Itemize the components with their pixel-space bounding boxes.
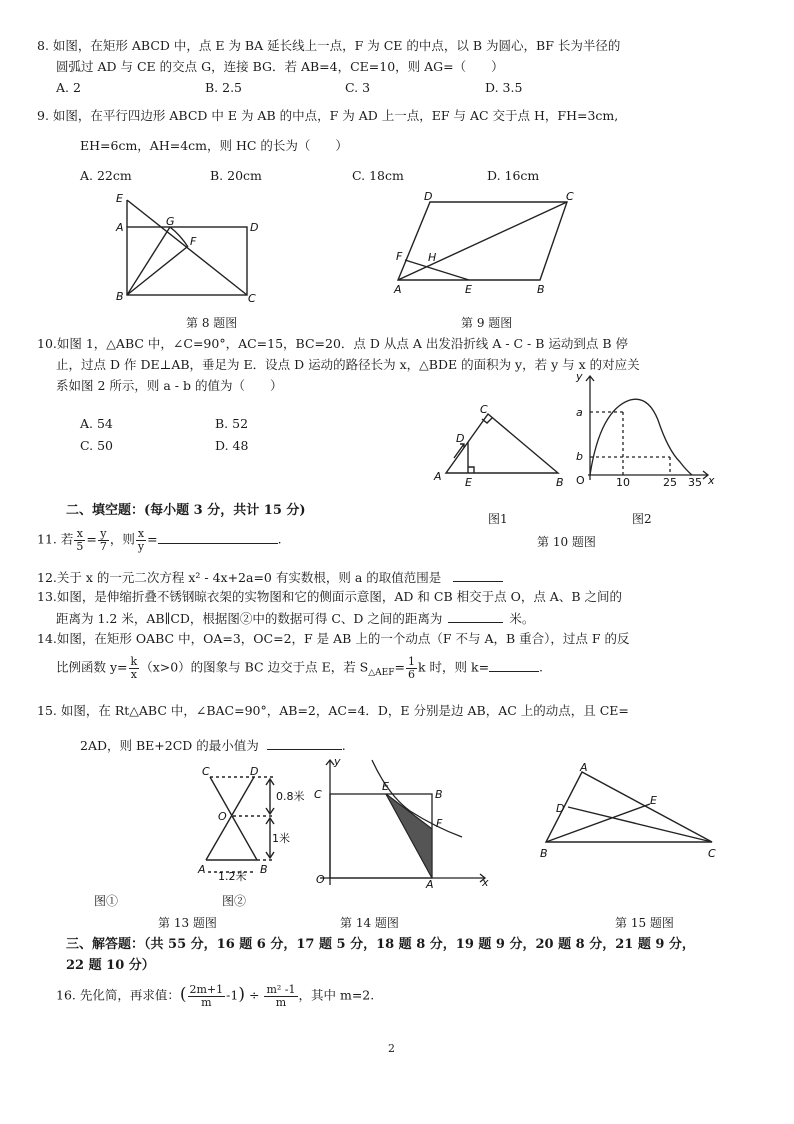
fig15-segment-dc [568,807,712,842]
fig15-label-b: B [540,847,548,860]
q8-option-b: B. 2.5 [205,80,243,95]
fig10a-label-c: C [480,403,488,416]
q14-sub-aef: △AEF [368,668,395,679]
fig10a-label-d: D [456,432,465,445]
q8-option-c: C. 3 [345,80,371,95]
fig13-label-d: D [250,765,259,778]
q11-frac1-num: x [74,528,85,541]
fig15-label-a: A [580,761,588,774]
fig9-label-h: H [428,251,437,264]
q9-option-a: A. 22cm [80,168,132,183]
fig9-label-b: B [537,283,545,296]
fig14-label-c: C [314,788,322,801]
figure-10-triangle [430,400,570,490]
q14-frac-k: k [130,655,138,668]
section-3-line2: 22 题 10 分） [66,958,155,973]
fig9-label-f: F [396,250,403,263]
fig10-right-angle-c [482,418,492,423]
q11-frac1-den: 5 [76,539,84,553]
q10-option-d: D. 48 [215,438,249,453]
q15-answer-blank[interactable] [267,737,342,750]
q14-text-c: = [394,659,405,675]
q16-minus-one: -1 [226,987,239,1003]
q8-option-a: A. 2 [56,80,81,95]
figure-15 [530,760,730,860]
q14-frac-6: 6 [407,667,415,681]
fig13-sub1: 图① [94,894,119,908]
fig8-segment-bf [127,247,187,295]
fig14-triangle-aef [386,794,432,878]
figure-9 [392,190,592,300]
fig10b-caption: 图2 [632,512,652,526]
q8-option-d: D. 3.5 [485,80,523,95]
q14-line2 [56,656,543,680]
fig9-caption: 第 9 题图 [461,316,513,330]
fig13-sub2: 图② [222,894,247,908]
q9-line1: 9. 如图，在平行四边形 ABCD 中 E 为 AB 的中点，F 为 AD 上一点，EF 与 AC 交于点 H，FH=3cm, [37,108,619,123]
section-2-title: 二、填空题：(每小题 3 分，共计 15 分) [66,503,306,518]
q15-line2-text: 2AD，则 BE+2CD 的最小值为 [80,738,259,753]
q16-line: 16. 先化简，再求值：( $\frac{2m+1}{m}$ -1) ÷ $\frac{\text{m² -1}}{m}$ ，其中 m=2. [56,983,375,1009]
fig13-dim-08-label: 0.8米 [276,790,305,803]
q11-tail: = [147,531,158,547]
fig10b-label-origin: O [576,474,585,487]
fig10a-label-e: E [465,476,472,489]
fig8-label-c: C [248,292,256,305]
fig8-rectangle [127,227,247,295]
fig14-label-o: O [316,873,325,886]
q13-answer-blank[interactable] [448,610,503,623]
fig10b-curve [590,399,692,475]
fig9-segment-fe [405,260,469,280]
q9-option-c: C. 18cm [352,168,404,183]
q11-frac2-den: 7 [99,539,107,553]
q9-option-b: B. 20cm [210,168,262,183]
fig14-label-b: B [435,788,443,801]
fig9-label-a: A [394,283,402,296]
fig15-caption: 第 15 题图 [615,916,674,930]
fig10b-label-b: b [576,450,583,463]
q14-text-b: （x>0）的图象与 BC 边交于点 E，若 S [140,659,369,675]
fig13-dim-12-label: 1.2米 [218,870,247,882]
fig10b-tick-35: 35 [688,476,702,489]
figure-14 [310,755,500,895]
fig13-dim-1-label: 1米 [272,832,290,845]
q12-text: 12.关于 x 的一元二次方程 x² - 4x+2a=0 有实数根，则 a 的取值范围是 [37,570,442,585]
q11-frac3-den: y [137,539,145,553]
q12-line [37,569,503,586]
q11-frac2-num: y [98,528,109,541]
q14-frac-1: 1 [407,655,415,668]
q11-prefix: 11. 若 [37,531,74,547]
q14-frac-x: x [130,667,137,681]
fig15-label-d: D [556,802,565,815]
fig13-label-b: B [260,863,268,876]
q14-text-d: k 时，则 k= [417,659,490,675]
q14-answer-blank[interactable] [489,659,539,672]
q16-prefix: 16. 先化简，再求值： [56,987,180,1003]
fig14-label-e: E [382,780,389,793]
q16-frac2-num: m² -1 [266,983,296,996]
fig8-label-g: G [166,215,175,228]
q16-divide: ÷ [248,987,260,1003]
fig9-label-d: D [424,190,433,203]
q10-option-b: B. 52 [215,416,249,431]
fig14-label-y: y [334,755,341,768]
q10-option-a: A. 54 [80,416,113,431]
fig9-label-e: E [465,283,472,296]
q14-text-a: 比例函数 y= [56,659,128,675]
fig13-segment-da [206,777,254,860]
fig8-label-e: E [116,192,123,205]
fig10b-tick-25: 25 [663,476,677,489]
q11-equals: = [86,531,97,547]
page-number: 2 [388,1042,395,1055]
fig10b-label-y: y [576,370,583,383]
q13-line1: 13.如图，是伸缩折叠不锈钢晾衣架的实物图和它的侧面示意图，AD 和 CB 相交于点 O，点 A、B 之间的 [37,589,622,604]
q16-tail: ，其中 m=2. [298,987,375,1003]
fig10-right-angle-e [468,467,474,473]
q11-line: 11. 若 $\frac{x}{5}$ = $\frac{y}{7}$ ，则 $\frac{x}{y}$ = . [37,527,282,553]
fig15-label-e: E [650,794,657,807]
fig10b-tick-10: 10 [616,476,630,489]
q15-line1: 15. 如图，在 Rt△ABC 中，∠BAC=90°，AB=2，AC=4．D，E 分别是边 AB，AC 上的动点，且 CE= [37,703,629,718]
fig13-caption: 第 13 题图 [158,916,217,930]
q11-answer-blank[interactable] [158,531,278,544]
figure-8 [110,188,260,308]
fig13-label-c: C [202,765,210,778]
q13-line2-text: 距离为 1.2 米，AB∥CD，根据图②中的数据可得 C、D 之间的距离为 [56,611,443,626]
section-3-line1: 三、解答题：（共 55 分，16 题 6 分，17 题 5 分，18 题 8 分，19 题 9 分，20 题 8 分，21 题 9 分， [66,937,695,952]
q16-frac1-num: 2m+1 [189,983,224,996]
fig8-label-d: D [250,221,259,234]
fig8-label-f: F [190,235,197,248]
fig14-label-a: A [426,878,434,891]
fig10b-label-a: a [576,406,583,419]
fig10b-label-x: x [708,474,715,487]
q15-end: . [341,738,346,753]
fig10a-caption: 图1 [488,512,508,526]
q15-line2 [80,737,346,754]
q13-line2-unit: 米。 [509,611,535,626]
fig9-diagonal-ac [398,202,567,280]
figure-13 [190,760,310,882]
fig10-caption: 第 10 题图 [537,535,596,549]
fig9-label-c: C [566,190,574,203]
fig10a-label-a: A [434,470,442,483]
fig14-caption: 第 14 题图 [340,916,399,930]
q10-line1: 10.如图 1，△ABC 中，∠C=90°，AC=15，BC=20．点 D 从点 A 出发沿折线 A - C - B 运动到点 B 停 [37,336,629,351]
fig8-caption: 第 8 题图 [186,316,238,330]
fig8-label-a: A [116,221,124,234]
fig14-label-x: x [482,876,489,889]
fig8-segment-bg [127,227,170,295]
q16-frac1-den: m [201,995,212,1009]
q9-line2: EH=6cm，AH=4cm，则 HC 的长为（ ） [80,138,348,153]
fig13-label-a: A [198,863,206,876]
q12-answer-blank[interactable] [453,569,503,582]
q14-end: . [539,659,544,675]
q11-frac3-num: x [137,527,145,540]
q8-line2: 圆弧过 AD 与 CE 的交点 G，连接 BG．若 AB=4，CE=10，则 AG=（ ） [56,59,504,74]
fig8-label-b: B [116,290,124,303]
fig10a-label-b: B [556,476,564,489]
q10-option-c: C. 50 [80,438,113,453]
q10-line3: 系如图 2 所示，则 a - b 的值为（ ） [56,378,283,393]
q9-option-d: D. 16cm [487,168,540,183]
q8-line1: 8. 如图，在矩形 ABCD 中，点 E 为 BA 延长线上一点，F 为 CE 的中点，以 B 为圆心，BF 长为半径的 [37,38,621,53]
q13-line2 [56,610,534,627]
fig14-label-f: F [436,817,443,830]
q14-line1: 14.如图，在矩形 OABC 中，OA=3，OC=2，F 是 AB 上的一个动点（F 不与 A，B 重合），过点 F 的反 [37,631,630,646]
q11-mid: ，则 [109,531,135,547]
fig13-label-o: O [218,810,227,823]
figure-10-graph [568,370,718,490]
fig15-label-c: C [708,847,716,860]
q16-frac2-den: m [275,995,287,1009]
q10-line2: 止，过点 D 作 DE⊥AB，垂足为 E．设点 D 运动的路径长为 x，△BDE 的面积为 y，若 y 与 x 的对应关 [56,357,640,372]
